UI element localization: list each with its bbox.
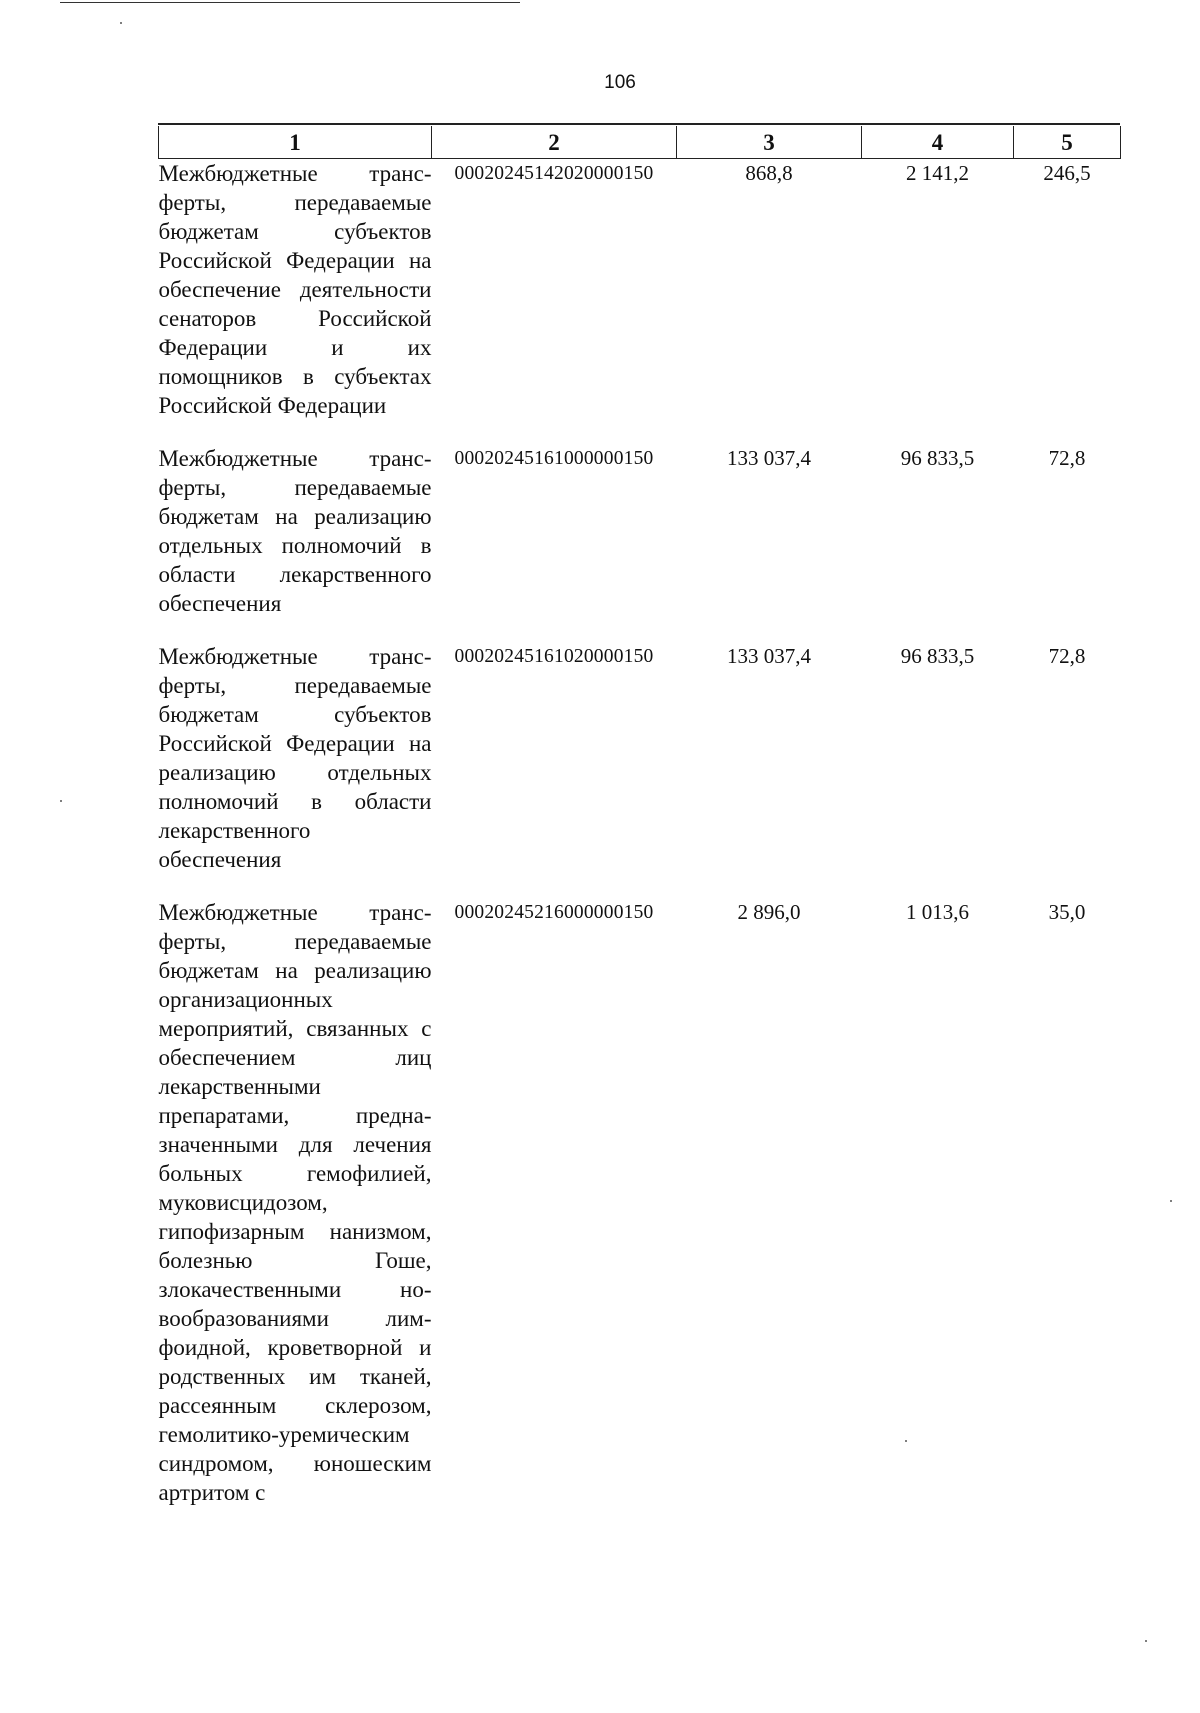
row-value-col3: 2 896,0 bbox=[737, 900, 801, 924]
row-value-col5: 35,0 bbox=[1048, 900, 1086, 924]
scan-speck bbox=[60, 800, 62, 802]
scan-speck bbox=[1145, 1640, 1147, 1642]
budget-table bbox=[158, 126, 1121, 1531]
column-header-2: 2 bbox=[432, 126, 677, 159]
row-value-col3: 133 037,4 bbox=[727, 446, 811, 470]
row-value-col4: 96 833,5 bbox=[900, 446, 975, 470]
page-number: 106 bbox=[604, 72, 636, 93]
row-value-col4: 2 141,2 bbox=[906, 161, 969, 185]
scan-speck bbox=[120, 22, 122, 24]
column-header-5: 5 bbox=[1014, 126, 1121, 159]
row-value-col4: 96 833,5 bbox=[900, 644, 975, 668]
row-code: 00020245142020000150 bbox=[454, 163, 654, 184]
row-value-col5: 72,8 bbox=[1048, 644, 1086, 668]
row-code: 00020245161020000150 bbox=[454, 646, 654, 667]
row-description: Межбюджетные трансферты, передаваемые бюджетам субъектов Российской Федерации на реализацию отдельных полномочий в области лекарственного обеспечения bbox=[158, 644, 432, 872]
table-top-rule bbox=[158, 123, 1120, 125]
row-value-col5: 246,5 bbox=[1043, 161, 1091, 185]
scan-speck bbox=[1170, 1200, 1172, 1202]
table-header-row bbox=[159, 126, 1121, 159]
table-row bbox=[159, 159, 1121, 445]
column-header-3: 3 bbox=[677, 126, 862, 159]
table-row bbox=[159, 642, 1121, 898]
row-value-col3: 868,8 bbox=[745, 161, 793, 185]
row-value-col4: 1 013,6 bbox=[906, 900, 969, 924]
column-header-1: 1 bbox=[159, 126, 432, 159]
row-value-col5: 72,8 bbox=[1048, 446, 1086, 470]
row-description: Межбюджетные трансферты, передаваемые бюджетам на реализацию отдельных полномочий в области лекарственного обеспечения bbox=[158, 446, 432, 616]
scan-edge-line bbox=[60, 2, 520, 3]
table-row bbox=[159, 444, 1121, 642]
row-value-col3: 133 037,4 bbox=[727, 644, 811, 668]
row-code: 00020245216000000150 bbox=[454, 902, 654, 923]
row-description: Межбюджетные трансферты, передаваемые бюджетам субъектов Российской Федерации на обеспечение деятельности сенаторов Российской Федерации и их помощников в субъектах Российской Федерации bbox=[158, 161, 432, 418]
table-row bbox=[159, 898, 1121, 1531]
row-description: Межбюджетные трансферты, передаваемые бюджетам на реализацию организационных мероприятий, связанных с обеспечением лиц лекарственными препаратами, предназначенными для лечения больных гемофилией, муковисцидозом, гипофизарным нанизмом, болезнью Гоше, злокачественными новообразованиями лимфоидной, кроветворной и родственных им тканей, рассеянным склерозом, гемолитико-уремическим синдромом, юношеским артритом с bbox=[158, 900, 432, 1505]
row-code: 00020245161000000150 bbox=[454, 448, 654, 469]
column-header-4: 4 bbox=[862, 126, 1014, 159]
